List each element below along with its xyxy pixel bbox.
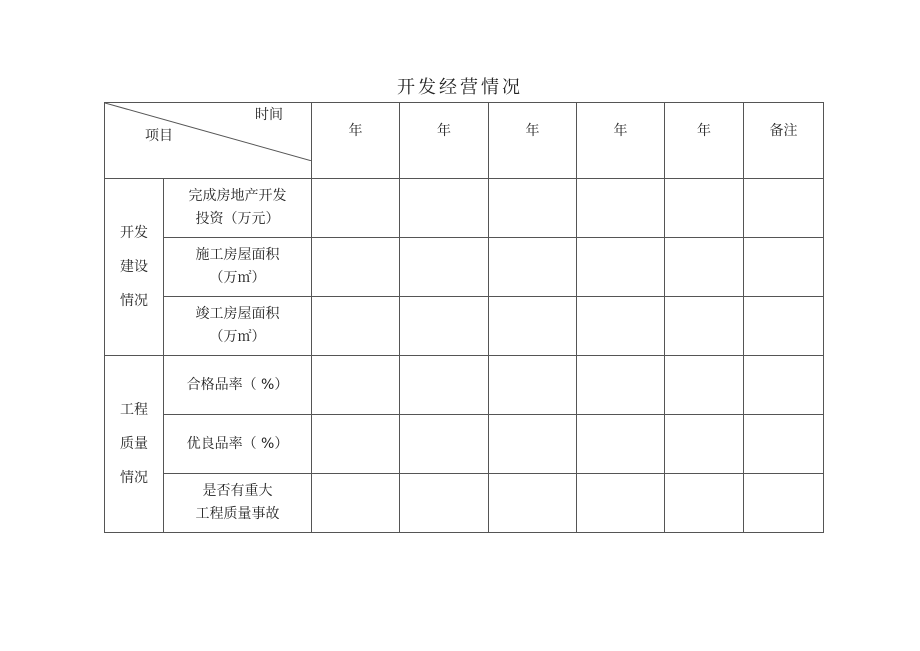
data-cell[interactable] — [489, 474, 577, 533]
data-cell[interactable] — [577, 356, 665, 415]
data-cell[interactable] — [400, 474, 489, 533]
row-label-line: 是否有重大 — [202, 483, 273, 499]
remark-header: 备注 — [744, 103, 824, 179]
data-cell[interactable] — [577, 179, 665, 238]
group-label-quality — [105, 356, 164, 533]
row-label-investment — [164, 179, 312, 238]
table-row — [105, 474, 824, 533]
data-cell[interactable] — [400, 415, 489, 474]
data-cell[interactable] — [665, 179, 744, 238]
data-cell[interactable] — [489, 238, 577, 297]
data-cell[interactable] — [577, 415, 665, 474]
table-row — [105, 238, 824, 297]
row-label-line: （万㎡） — [209, 270, 266, 286]
remark-cell[interactable] — [744, 474, 824, 533]
group-label-line: 工程 — [120, 402, 148, 418]
year-header: 年 — [577, 103, 665, 179]
data-cell[interactable] — [577, 238, 665, 297]
group-label-line: 情况 — [120, 470, 148, 486]
row-label-line: （万㎡） — [209, 329, 266, 345]
data-cell[interactable] — [665, 297, 744, 356]
data-cell[interactable] — [312, 297, 400, 356]
data-cell[interactable] — [400, 297, 489, 356]
year-header: 年 — [665, 103, 744, 179]
table-row — [105, 415, 824, 474]
group-label-line: 建设 — [120, 259, 148, 275]
row-label-line: 工程质量事故 — [195, 506, 280, 522]
group-label-line: 情况 — [120, 293, 148, 309]
group-label-line: 开发 — [120, 225, 148, 241]
time-label: 时间 — [255, 107, 283, 123]
group-label-development — [105, 179, 164, 356]
data-cell[interactable] — [489, 356, 577, 415]
item-label: 项目 — [145, 128, 173, 144]
table-row — [105, 297, 824, 356]
row-label-line: 完成房地产开发 — [188, 188, 287, 204]
remark-cell[interactable] — [744, 415, 824, 474]
remark-cell[interactable] — [744, 238, 824, 297]
table-row — [105, 356, 824, 415]
year-header: 年 — [400, 103, 489, 179]
data-cell[interactable] — [665, 474, 744, 533]
row-label-completed-area — [164, 297, 312, 356]
row-label-line: 竣工房屋面积 — [195, 306, 280, 322]
data-cell[interactable] — [312, 415, 400, 474]
data-cell[interactable] — [665, 415, 744, 474]
remark-cell[interactable] — [744, 356, 824, 415]
data-cell[interactable] — [665, 238, 744, 297]
data-cell[interactable] — [400, 356, 489, 415]
row-label-construction-area — [164, 238, 312, 297]
data-cell[interactable] — [489, 297, 577, 356]
data-cell[interactable] — [577, 297, 665, 356]
data-cell[interactable] — [489, 415, 577, 474]
data-cell[interactable] — [312, 474, 400, 533]
table-row — [105, 179, 824, 238]
header-row — [105, 103, 824, 179]
row-label-line: 投资（万元） — [195, 211, 280, 227]
page-title: 开发经营情况 — [397, 77, 523, 98]
data-cell[interactable] — [489, 179, 577, 238]
row-label-line: 合格品率（ %） — [186, 376, 289, 393]
row-label-pass-rate — [164, 356, 312, 415]
row-label-major-accident — [164, 474, 312, 533]
year-header: 年 — [312, 103, 400, 179]
data-cell[interactable] — [665, 356, 744, 415]
operations-table — [104, 102, 824, 533]
data-cell[interactable] — [400, 179, 489, 238]
row-label-line: 优良品率（ %） — [186, 435, 289, 452]
data-cell[interactable] — [577, 474, 665, 533]
data-cell[interactable] — [400, 238, 489, 297]
data-cell[interactable] — [312, 356, 400, 415]
remark-cell[interactable] — [744, 179, 824, 238]
diagonal-header-cell — [105, 103, 312, 179]
row-label-excellent-rate — [164, 415, 312, 474]
remark-cell[interactable] — [744, 297, 824, 356]
group-label-line: 质量 — [120, 436, 148, 452]
data-cell[interactable] — [312, 238, 400, 297]
row-label-line: 施工房屋面积 — [195, 247, 280, 263]
data-cell[interactable] — [312, 179, 400, 238]
year-header: 年 — [489, 103, 577, 179]
